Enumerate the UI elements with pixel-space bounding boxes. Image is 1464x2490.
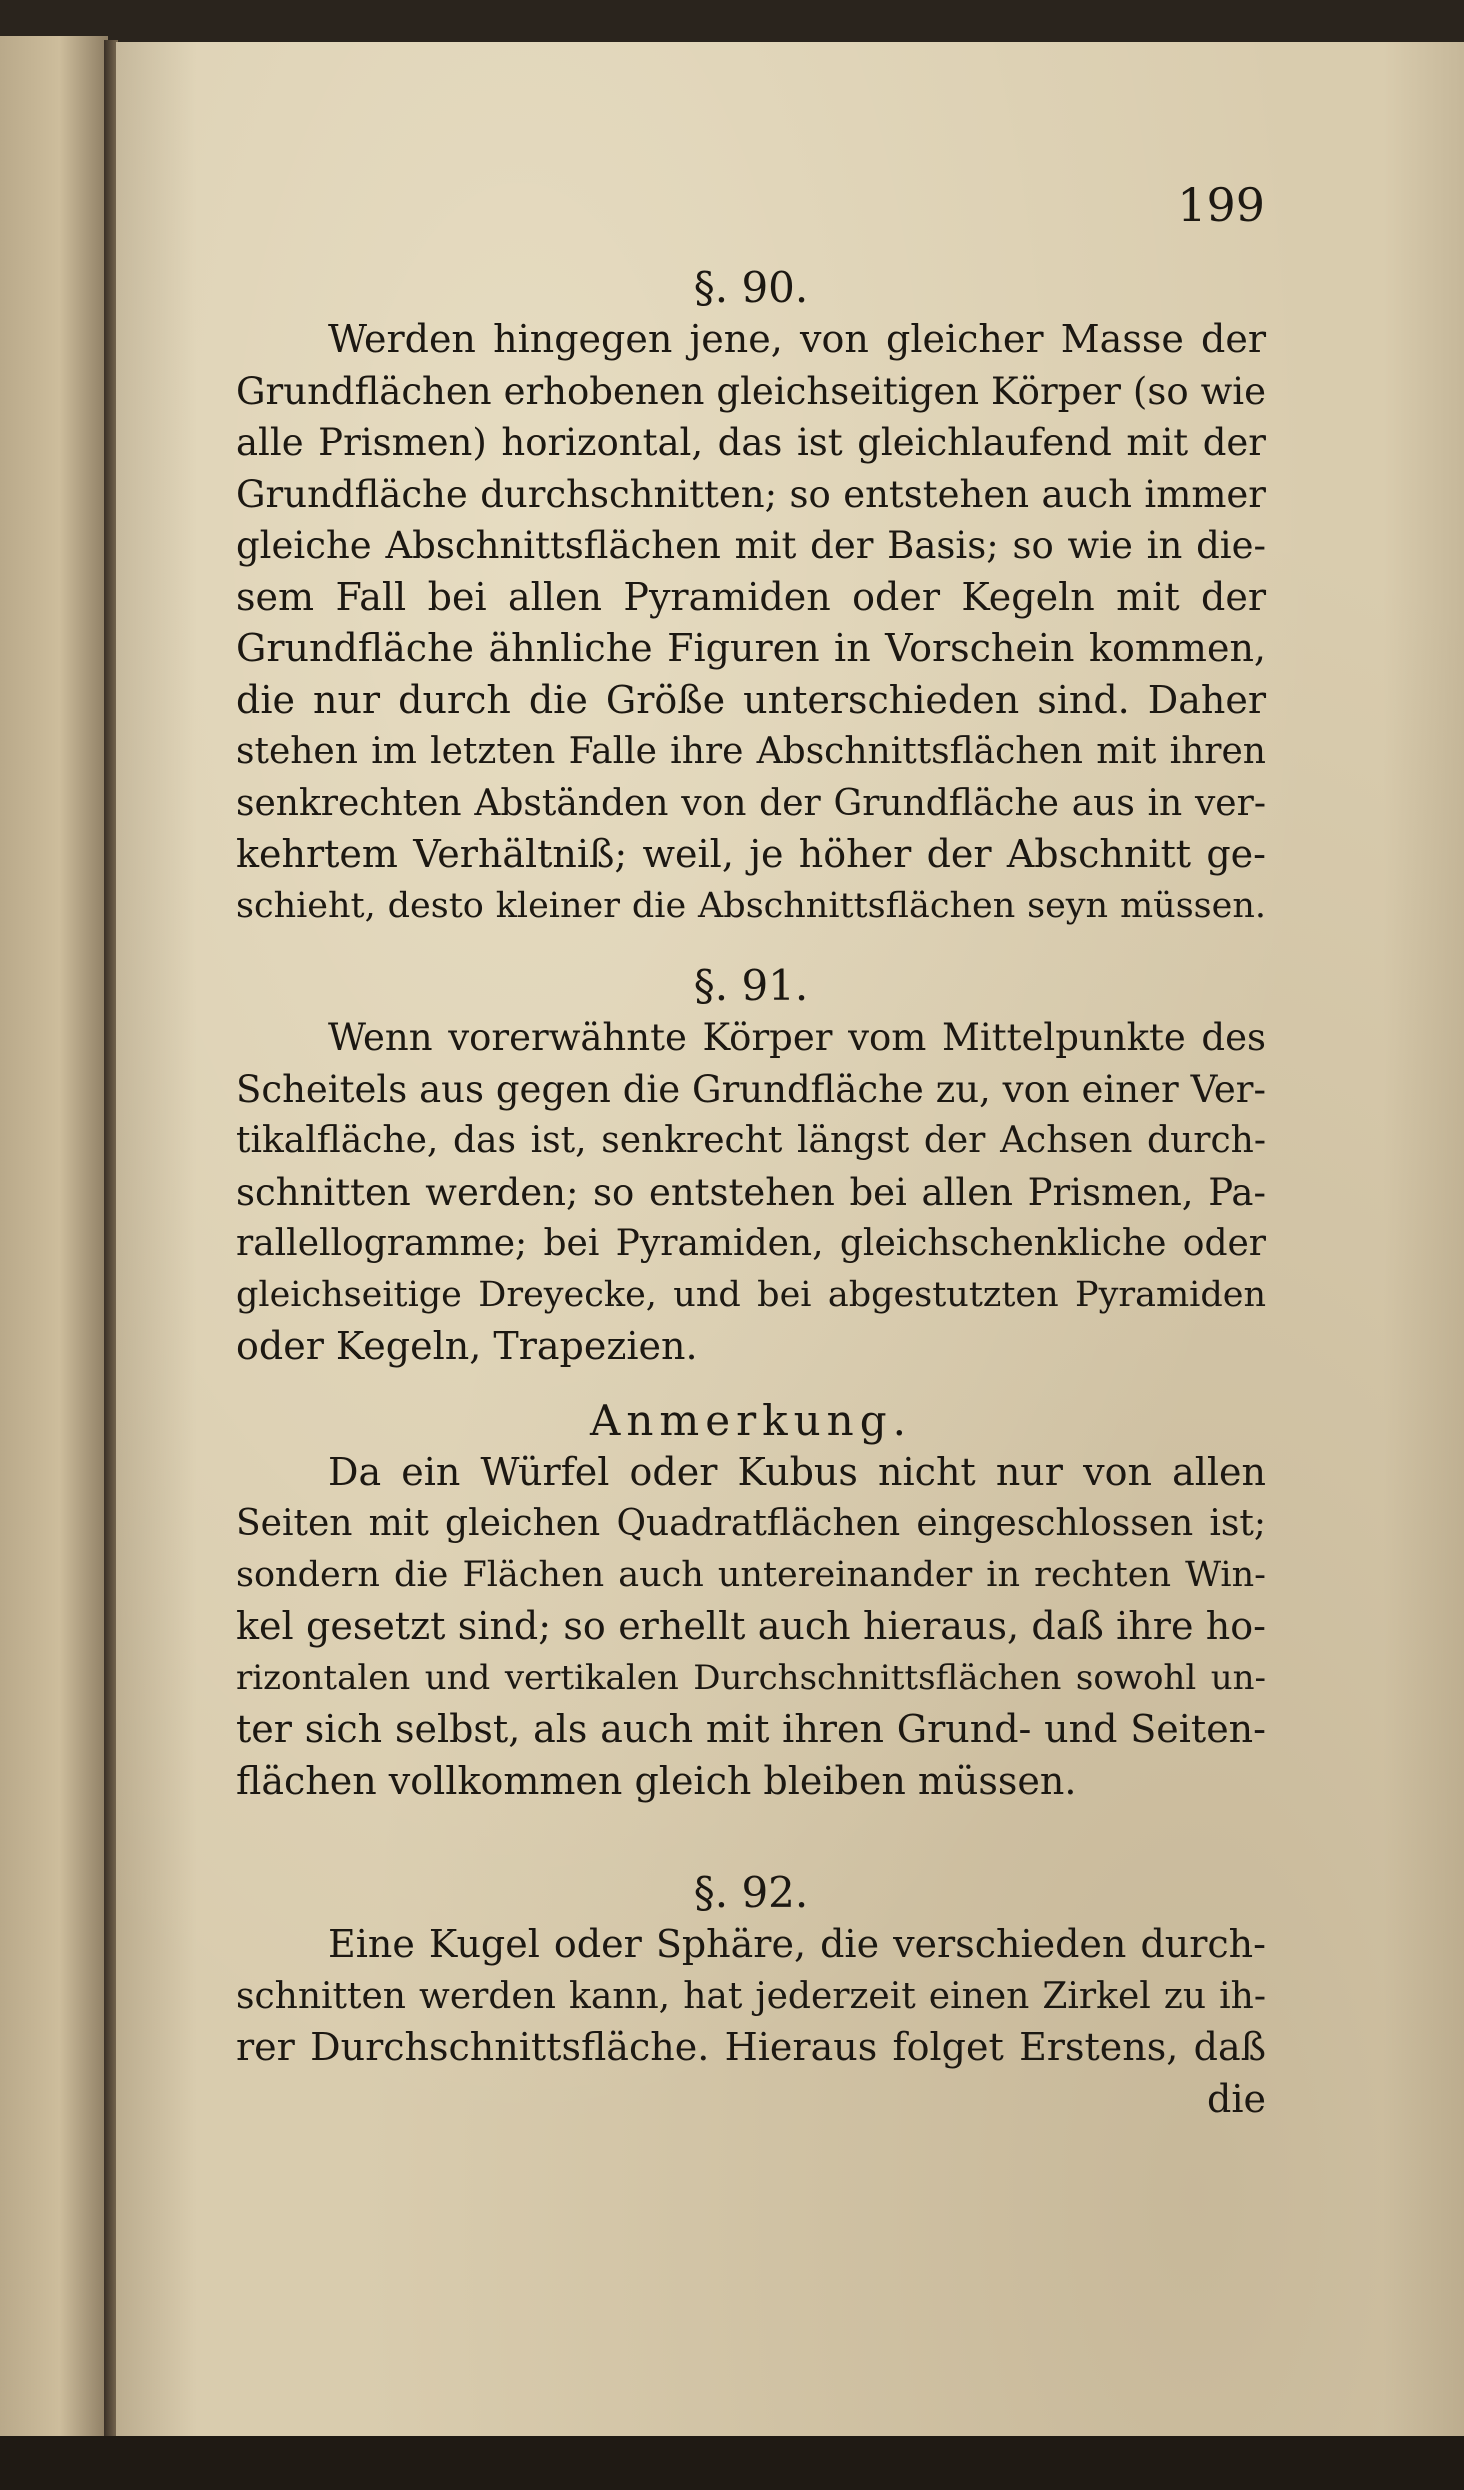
- text-line: Grundfläche ähnliche Figuren in Vorschein kommen,: [236, 626, 1266, 670]
- text-line: tikalfläche, das ist, senkrecht längst der Achsen durch-: [236, 1120, 1266, 1161]
- text-line: schieht, desto kleiner die Abschnittsflächen seyn müssen.: [236, 885, 1266, 926]
- text-line: Da ein Würfel oder Kubus nicht nur von allen: [328, 1449, 1266, 1494]
- text-line: kel gesetzt sind; so erhellt auch hieraus, daß ihre ho-: [236, 1604, 1266, 1648]
- text-line: Wenn vorerwähnte Körper vom Mittelpunkte des: [328, 1016, 1266, 1059]
- page-text: [236, 262, 1266, 2125]
- text-line: alle Prismen) horizontal, das ist gleichlaufend mit der: [236, 421, 1266, 464]
- text-line: schnitten werden; so entstehen bei allen Prismen, Pa-: [236, 1170, 1266, 1214]
- bottom-edge: [0, 2436, 1464, 2490]
- text-line: sondern die Flächen auch untereinander in rechten Win-: [236, 1554, 1266, 1595]
- note-body: [236, 1447, 1266, 1808]
- text-line: rer Durchschnittsfläche. Hieraus folget Erstens, daß: [236, 2025, 1266, 2069]
- text-line: kehrtem Verhältniß; weil, je höher der Abschnitt ge-: [236, 832, 1266, 876]
- text-line: gleiche Abschnittsflächen mit der Basis; so wie in die-: [236, 524, 1266, 567]
- text-line: ter sich selbst, als auch mit ihren Grund- und Seiten-: [236, 1707, 1266, 1751]
- previous-page-edge: [0, 36, 108, 2446]
- text-line: Grundflächen erhobenen gleichseitigen Körper (so wie: [236, 369, 1266, 413]
- text-line: sem Fall bei allen Pyramiden oder Kegeln mit der: [236, 574, 1266, 619]
- section-92-body: [236, 1919, 1266, 2074]
- text-line: stehen im letzten Falle ihre Abschnittsflächen mit ihren: [236, 731, 1266, 772]
- text-line: Eine Kugel oder Sphäre, die verschieden durch-: [328, 1922, 1266, 1966]
- text-line: oder Kegeln, Trapezien.: [236, 1324, 698, 1368]
- catchword: die: [1207, 2076, 1266, 2121]
- page-number: 199: [1177, 178, 1265, 232]
- text-line: gleichseitige Dreyecke, und bei abgestutzten Pyramiden: [236, 1274, 1266, 1315]
- spacer: [236, 932, 1266, 960]
- section-heading-90: §. 90.: [693, 263, 809, 312]
- spacer: [236, 1807, 1266, 1867]
- text-line: Seiten mit gleichen Quadratflächen eingeschlossen ist;: [236, 1503, 1266, 1544]
- text-line: rizontalen und vertikalen Durchschnittsflächen sowohl un-: [236, 1657, 1266, 1698]
- section-90-body: [236, 314, 1266, 932]
- text-line: Scheitels aus gegen die Grundfläche zu, von einer Ver-: [236, 1067, 1266, 1111]
- text-line: Grundfläche durchschnitten; so entstehen auch immer: [236, 472, 1266, 516]
- text-line: rallellogramme; bei Pyramiden, gleichschenkliche oder: [236, 1223, 1266, 1264]
- text-line: die nur durch die Größe unterschieden sind. Daher: [236, 677, 1266, 722]
- text-line: Werden hingegen jene, von gleicher Masse der: [328, 317, 1266, 361]
- spacer: [236, 1373, 1266, 1395]
- text-line: flächen vollkommen gleich bleiben müssen.: [236, 1758, 1077, 1803]
- note-heading: Anmerkung.: [590, 1395, 912, 1445]
- section-91-body: [236, 1012, 1266, 1373]
- section-heading-91: §. 91.: [693, 961, 809, 1010]
- section-heading-92: §. 92.: [693, 1868, 809, 1917]
- text-line: senkrechten Abständen von der Grundfläche aus in ver-: [236, 782, 1266, 824]
- text-line: schnitten werden kann, hat jederzeit einen Zirkel zu ih-: [236, 1975, 1266, 2017]
